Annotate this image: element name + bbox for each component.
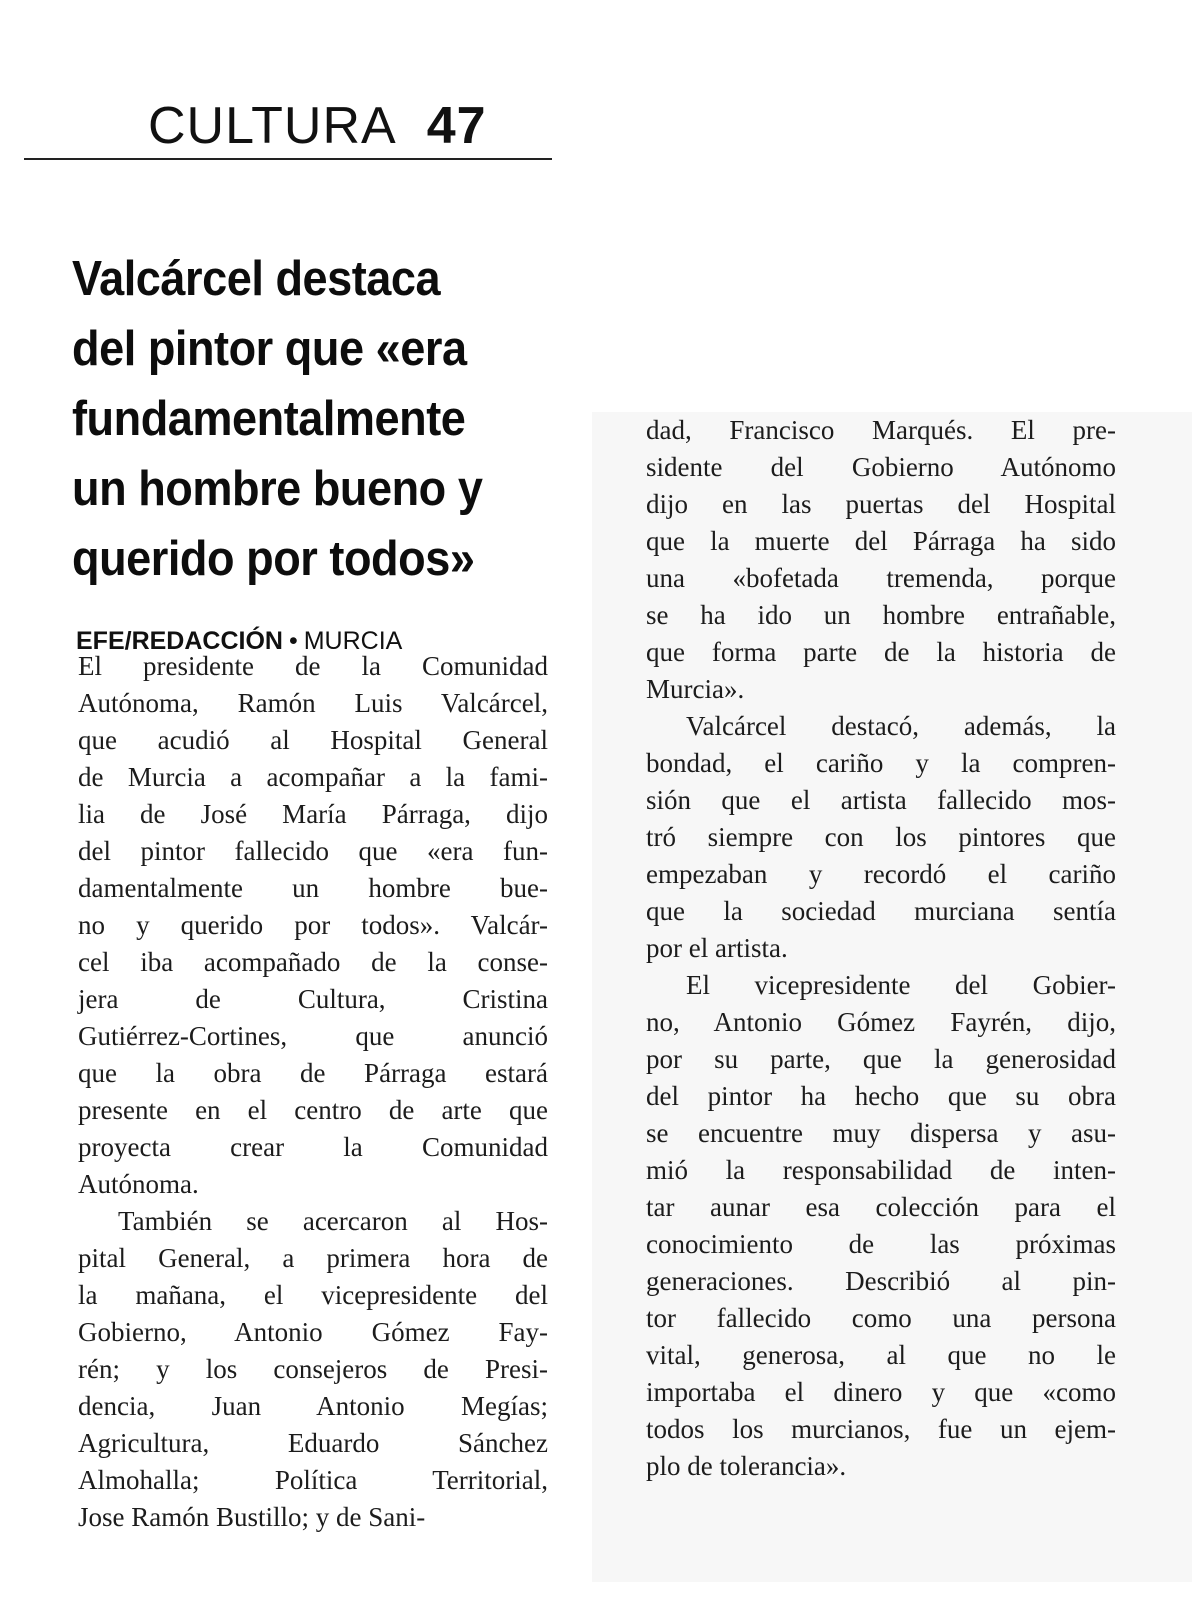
text-line: jera de Cultura, Cristina [78, 984, 548, 1014]
article-paragraph [78, 648, 548, 1203]
text-line: sión que el artista fallecido mos- [646, 785, 1116, 815]
text-line: Valcárcel destacó, además, la [686, 711, 1116, 741]
article-column-right [592, 412, 1192, 1582]
text-line: de Murcia a acompañar a la fami- [78, 762, 548, 792]
text-line: del pintor ha hecho que su obra [646, 1081, 1116, 1111]
headline-line: querido por todos» [72, 532, 475, 586]
text-line: se encuentre muy dispersa y asu- [646, 1118, 1116, 1148]
text-line: pital General, a primera hora de [78, 1243, 548, 1273]
article-headline [72, 244, 504, 594]
text-line: no, Antonio Gómez Fayrén, dijo, [646, 1007, 1116, 1037]
byline-bullet: • [288, 627, 298, 655]
text-line: dencia, Juan Antonio Megías; [78, 1391, 548, 1421]
text-line: mió la responsabilidad de inten- [646, 1155, 1116, 1185]
text-line: tor fallecido como una persona [646, 1303, 1116, 1333]
text-line: Almohalla; Política Territorial, [78, 1465, 548, 1495]
article-paragraph [78, 1203, 548, 1536]
text-line: Gutiérrez-Cortines, que anunció [78, 1021, 548, 1051]
text-line: que la sociedad murciana sentía [646, 896, 1116, 926]
text-line: rén; y los consejeros de Presi- [78, 1354, 548, 1384]
text-line: También se acercaron al Hos- [118, 1206, 548, 1236]
text-line: Autónoma, Ramón Luis Valcárcel, [78, 688, 548, 718]
text-line: dad, Francisco Marqués. El pre- [646, 415, 1116, 445]
text-line: que acudió al Hospital General [78, 725, 548, 755]
text-line: una «bofetada tremenda, porque [646, 563, 1116, 593]
article-column-right-text [646, 412, 1116, 1485]
text-line: El presidente de la Comunidad [78, 651, 548, 681]
text-line: Gobierno, Antonio Gómez Fay- [78, 1317, 548, 1347]
text-line: todos los murcianos, fue un ejem- [646, 1414, 1116, 1444]
text-line: se ha ido un hombre entrañable, [646, 600, 1116, 630]
article-paragraph [646, 967, 1116, 1485]
byline-location: MURCIA [303, 627, 403, 655]
text-line: empezaban y recordó el cariño [646, 859, 1116, 889]
text-line: por el artista. [646, 933, 788, 963]
text-line: tar aunar esa colección para el [646, 1192, 1116, 1222]
text-line: Autónoma. [78, 1169, 199, 1199]
text-line: bondad, el cariño y la compren- [646, 748, 1116, 778]
text-line: generaciones. Describió al pin- [646, 1266, 1116, 1296]
headline-line: Valcárcel destaca [72, 252, 441, 306]
text-line: Agricultura, Eduardo Sánchez [78, 1428, 548, 1458]
text-line: presente en el centro de arte que [78, 1095, 548, 1125]
text-line: El vicepresidente del Gobier- [686, 970, 1116, 1000]
article-column-left [78, 648, 548, 1536]
text-line: que la muerte del Párraga ha sido [646, 526, 1116, 556]
text-line: proyecta crear la Comunidad [78, 1132, 548, 1162]
text-line: conocimiento de las próximas [646, 1229, 1116, 1259]
text-line: que forma parte de la historia de [646, 637, 1116, 667]
text-line: no y querido por todos». Valcár- [78, 910, 548, 940]
byline-agency: EFE/REDACCIÓN [76, 627, 283, 655]
article-paragraph [646, 412, 1116, 708]
headline-line: un hombre bueno y [72, 462, 483, 516]
text-line: la mañana, el vicepresidente del [78, 1280, 548, 1310]
header-divider [24, 158, 552, 160]
text-line: por su parte, que la generosidad [646, 1044, 1116, 1074]
text-line: tró siempre con los pintores que [646, 822, 1116, 852]
text-line: Jose Ramón Bustillo; y de Sani- [78, 1502, 426, 1532]
text-line: que la obra de Párraga estará [78, 1058, 548, 1088]
article-paragraph [646, 708, 1116, 967]
text-line: lia de José María Párraga, dijo [78, 799, 548, 829]
text-line: damentalmente un hombre bue- [78, 873, 548, 903]
headline-line: del pintor que «era [72, 322, 467, 376]
text-line: vital, generosa, al que no le [646, 1340, 1116, 1370]
headline-line: fundamentalmente [72, 392, 466, 446]
text-line: del pintor fallecido que «era fun- [78, 836, 548, 866]
text-line: Murcia». [646, 674, 745, 704]
text-line: dijo en las puertas del Hospital [646, 489, 1116, 519]
text-line: cel iba acompañado de la conse- [78, 947, 548, 977]
text-line: plo de tolerancia». [646, 1451, 847, 1481]
text-line: sidente del Gobierno Autónomo [646, 452, 1116, 482]
page-number: 47 [426, 97, 487, 155]
section-name: CULTURA [148, 97, 397, 155]
section-header [148, 96, 487, 156]
text-line: importaba el dinero y que «como [646, 1377, 1116, 1407]
